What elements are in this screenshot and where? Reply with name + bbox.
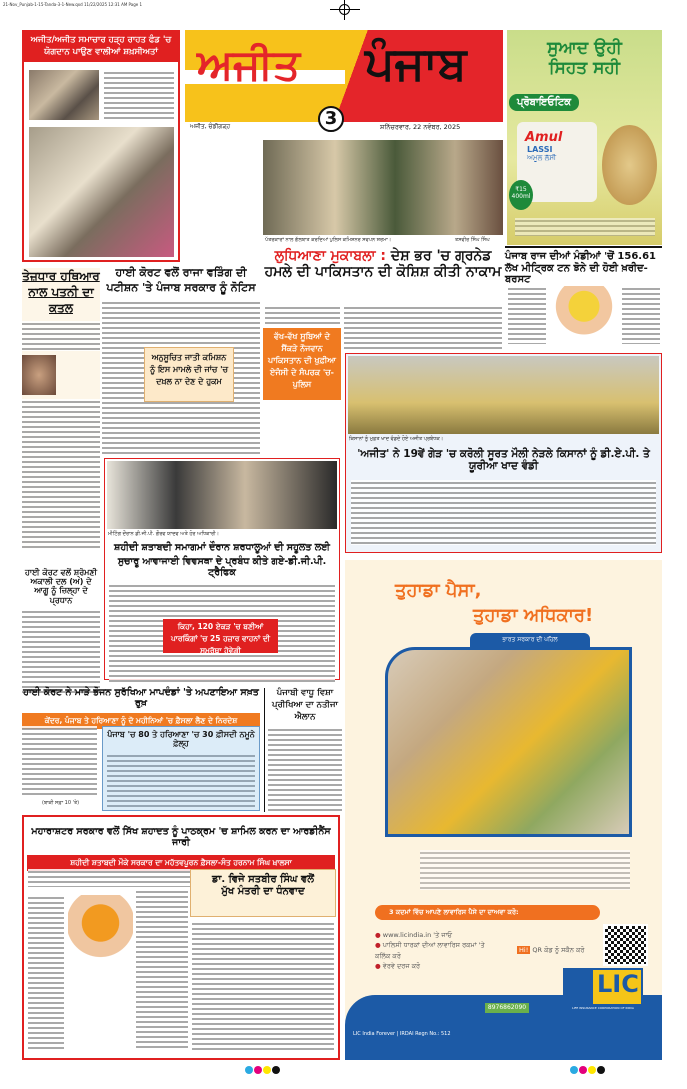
lic-headline-1: ਤੁਹਾਡਾ ਪੈਸਾ, [395,580,482,601]
color-calibration-dots [570,1066,605,1074]
hc-food-subtitle: ਕੇਂਦਰ, ਪੰਜਾਬ ਤੇ ਹਰਿਆਣਾ ਨੂੰ ਦੋ ਮਹੀਨਿਆਂ 'ਚ ਫ਼ੈਸਲਾ ਲੈਣ ਦੇ ਨਿਰਦੇਸ਼ [22,713,260,729]
qr-code-icon[interactable] [603,924,648,966]
amul-product-pa: ਅਮੂਲ ਲੱਸੀ [527,154,557,162]
amul-price: ₹15 [515,186,527,193]
dgp-parking-box: ਕਿਹਾ, 120 ਏਕੜ 'ਚ ਬਣੀਆਂ ਪਾਰਕਿੰਗਾਂ 'ਚ 25 ਹਜ਼ਾਰ ਵਾਹਨਾਂ ਦੀ ਸਮਰੱਥਾ ਹੋਵੇਗੀ [163,619,278,653]
amul-brand: Amul [525,130,563,145]
fruit-graphic [602,125,657,205]
sant-photo [68,895,133,975]
body-text [265,305,340,325]
farmers-story [345,353,662,553]
lic-ad [345,560,662,1060]
relief-fund-box [22,30,180,262]
body-text [192,921,334,1051]
hc-food-story [22,687,260,806]
dgp-photo-caption: ਮੀਟਿੰਗ ਦੌਰਾਨ ਡੀ.ਜੀ.ਪੀ. ਗੌਰਵ ਯਾਦਵ ਅਤੇ ਹੋਰ ਅਧਿਕਾਰੀ। [108,531,220,537]
donor-photo [29,70,99,120]
body-text [28,895,64,1050]
akali-story [22,568,100,694]
ludhiana-highlight-box: ਵੱਖ-ਵੱਖ ਸੂਬਿਆਂ ਦੇ ਸੈਂਕੜੇ ਨੌਜਵਾਨ ਪਾਕਿਸਤਾਨ ਦੀ ਖੁਫ਼ੀਆ ਏਜੰਸੀ ਦੇ ਸੰਪਰਕ 'ਚ-ਪੁਲਿਸ [263,328,341,400]
lic-whatsapp-number: 8976862090 [485,1003,529,1013]
exam-story [264,688,342,812]
hc-warring-title: ਹਾਈ ਕੋਰਟ ਵਲੋਂ ਰਾਜਾ ਵੜਿੰਗ ਦੀ ਪਟੀਸ਼ਨ 'ਤੇ ਪੰਜਾਬ ਸਰਕਾਰ ਨੂੰ ਨੋਟਿਸ [106,266,256,295]
dgp-title-1: ਸ਼ਹੀਦੀ ਸ਼ਤਾਬਦੀ ਸਮਾਗਮਾਂ ਦੌਰਾਨ ਸ਼ਰਧਾਲੂਆਂ ਦੀ ਸਹੂਲਤ ਲਈ [114,542,330,553]
relief-fund-title: ਅਜੀਤ/ਅਜੀਤ ਸਮਾਚਾਰ ਹੜ੍ਹ ਰਾਹਤ ਫੰਡ 'ਚ ਯੋਗਦਾਨ ਪਾਉਣ ਵਾਲੀਆਂ ਸ਼ਖ਼ਸੀਅਤਾਂ [24,32,178,62]
lic-pill: ਭਾਰਤ ਸਰਕਾਰ ਦੀ ਪਹਿਲ [470,633,590,647]
lic-brand: LIC [597,970,639,998]
masthead-city: ਅਜੀਤ, ਚੰਡੀਗੜ੍ਹ [190,123,231,130]
dgp-meeting-photo [107,461,337,529]
hi-icon: Hi! [519,946,529,954]
family-photo [385,647,632,837]
ludhiana-story [263,248,503,280]
ordinance-title: ਮਹਾਰਾਸ਼ਟਰ ਸਰਕਾਰ ਵਲੋਂ ਸਿੱਖ ਸ਼ਹਾਦਤ ਨੂੰ ਪਾਠਕ੍ਰਮ 'ਚ ਸ਼ਾਮਿਲ ਕਰਨ ਦਾ ਆਰਡੀਨੈਂਸ ਜਾਰੀ [31,826,331,848]
color-calibration-dots [245,1066,280,1074]
body-text [344,305,502,350]
masthead-date: ਸ਼ਨਿੱਚਰਵਾਰ, 22 ਨਵੰਬਰ, 2025 [380,123,461,131]
masthead-punjab: ਪੰਜਾਬ [365,36,467,90]
ordinance-subtitle: ਸ਼ਹੀਦੀ ਸ਼ਤਾਬਦੀ ਮੌਕੇ ਸਰਕਾਰ ਦਾ ਮਹੱਤਵਪੂਰਨ ਫ਼ੈਸਲਾ-ਸੰਤ ਹਰਨਾਮ ਸਿੰਘ ਖ਼ਾਲਸਾ [27,855,335,871]
lic-headline-2: ਤੁਹਾਡਾ ਅਧਿਕਾਰ! [473,605,594,626]
lic-step: ● www.licindia.in 'ਤੇ ਜਾਓ [375,931,453,939]
probiotic-badge: ਪ੍ਰੋਬਾਇਓਟਿਕ [509,94,579,111]
ludhiana-kicker: ਲੁਧਿਆਣਾ ਮੁਕਾਬਲਾ : [274,248,387,264]
mandi-title: ਪੰਜਾਬ ਰਾਜ ਦੀਆਂ ਮੰਡੀਆਂ 'ਚੋਂ 156.61 ਲੱਖ ਮੀਟ੍ਰਿਕ ਟਨ ਝੋਨੇ ਦੀ ਹੋਈ ਖ਼ਰੀਦ-ਬਰਸਟ [505,251,657,285]
body-text [104,70,174,120]
exam-title: ਪੰਜਾਬੀ ਵਾਧੂ ਵਿਸ਼ਾ ਪ੍ਰੀਖਿਆ ਦਾ ਨਤੀਜਾ ਐਲਾਨ [272,688,338,722]
hc-food-box [102,726,260,811]
photo-credit: ਤਸਵੀਰ ਸਿੰਘ ਸਿੰਘ [455,237,490,243]
body-text [508,286,546,344]
edition-number: 3 [318,106,344,132]
murder-story [22,268,100,549]
ordinance-story [22,815,340,1060]
amul-tagline-2: ਸਿਹਤ ਸਹੀ [549,58,620,78]
ludhiana-title-2: ਹਮਲੇ ਦੀ ਪਾਕਿਸਤਾਨ ਦੀ ਕੋਸ਼ਿਸ਼ ਕੀਤੀ ਨਾਕਾਮ [264,264,502,281]
body-text [622,286,660,344]
akali-title: ਹਾਈ ਕੋਰਟ ਵਲੋਂ ਸ਼੍ਰੋਮਣੀ ਅਕਾਲੀ ਦਲ (ਅ) ਦੇ ਆਗੂ ਨੂੰ ਜ਼ਿਲ੍ਹਾ ਦੇ ਪ੍ਰਧਾਨ [24,568,98,605]
dgp-story [104,458,340,680]
hc-food-box-title: ਪੰਜਾਬ 'ਚ 80 ਤੇ ਹਰਿਆਣਾ 'ਚ 30 ਫ਼ੀਸਦੀ ਨਮੂਨੇ ਫ਼ੇਲ੍ਹ [107,730,255,749]
lic-step-text: ਵੇਰਵੇ ਦਰਜ ਕਰੋ [382,962,421,971]
amul-tagline-1: ਸੁਆਦ ਉਹੀ [547,38,622,58]
lic-body-text [420,850,630,890]
dgp-title-2: ਸੁਚਾਰੂ ਆਵਾਜਾਈ ਵਿਵਸਥਾ ਦੇ ਪ੍ਰਬੰਧ ਕੀਤੇ ਗਏ-ਡੀ.ਜੀ.ਪੀ. ਟ੍ਰੈਫਿਕ [117,555,327,578]
victim-photo [22,355,56,395]
thanks-title-2: ਮੁੱਖ ਮੰਤਰੀ ਦਾ ਧੰਨਵਾਦ [221,885,305,897]
lic-brand-sub: LIFE INSURANCE CORPORATION OF INDIA [565,1004,641,1013]
lic-qr-prompt [517,946,584,955]
lic-step: ● ਵੇਰਵੇ ਦਰਜ ਕਰੋ [375,962,421,971]
continued-note: (ਬਾਕੀ ਸਫ਼ਾ 10 'ਤੇ) [42,800,80,806]
thanks-box [190,869,336,917]
masthead [185,30,503,122]
masthead-ajit: ਅਜੀਤ [197,40,301,89]
lic-qr-text: QR ਕੋਡ ਨੂੰ ਸਕੈਨ ਕਰੋ [532,946,585,954]
lic-footer-text: LIC India Forever | IRDAI Regn No.: 512 [353,1031,451,1037]
amul-product: LASSI [527,145,553,154]
hc-food-title: ਹਾਈ ਕੋਰਟ ਨੇ ਮਾੜੇ ਭੋਜਨ ਸੁਰੱਖਿਆ ਮਾਪਦੰਡਾਂ 'ਤੇ ਅਪਣਾਇਆ ਸਖ਼ਤ ਰੁਖ਼ [23,687,259,709]
lic-step: ● ਪਾਲਿਸੀ ਧਾਰਕਾਂ ਦੀਆਂ ਲਾਵਾਰਿਸ ਰਕਮਾਂ 'ਤੇ ਕਲਿੱਕ ਕਰੋ [375,941,485,960]
hc-warring-box: ਅਨੁਸੂਚਿਤ ਜਾਤੀ ਕਮਿਸ਼ਨ ਨੂੰ ਇਸ ਮਾਮਲੇ ਦੀ ਜਾਂਚ 'ਚ ਦਖ਼ਲ ਨਾ ਦੇਣ ਦੇ ਹੁਕਮ [144,347,234,402]
lic-step-text: ਪਾਲਿਸੀ ਧਾਰਕਾਂ ਦੀਆਂ ਲਾਵਾਰਿਸ ਰਕਮਾਂ 'ਤੇ ਕਲਿੱਕ ਕਰੋ [375,941,485,960]
police-press-photo [263,140,503,235]
ad-fineprint [515,218,655,236]
lic-steps-title: 3 ਕਦਮਾਂ ਵਿੱਚ ਆਪਣੇ ਲਾਵਾਰਿਸ ਪੈਸੇ ਦਾ ਦਾਅਵਾ ਕਰੋ: [375,905,600,920]
price-badge [509,180,533,210]
body-text [22,726,97,796]
hc-warring-story [102,265,260,455]
mandi-story [505,246,662,286]
thanks-title-1: ਡਾ. ਵਿਜੇ ਸਤਬੀਰ ਸਿੰਘ ਵਲੋਂ [212,874,314,885]
body-text [136,889,188,1049]
amul-volume: 400ml [511,193,531,200]
registration-mark-icon [330,0,360,20]
fertilizer-distribution-photo [348,356,659,434]
farmers-caption: ਕਿਸਾਨਾਂ ਨੂੰ ਮੁਫ਼ਤ ਖਾਦ ਵੰਡਦੇ ਹੋਏ ਅਜੀਤ ਪ੍ਰਬੰਧਕ। [349,436,444,442]
print-info: 21-Nov_Punjab-1-15-Tanda-3-1-New.qxd 11/22/2025 12:31 AM Page 1 [3,2,143,7]
photo-caption: ਪੱਤਰਕਾਰਾਂ ਨਾਲ ਗੱਲਬਾਤ ਕਰਦਿਆਂ ਪੁਲਿਸ ਕਮਿਸ਼ਨਰ ਸਵਪਨ ਸ਼ਰਮਾ। [265,237,392,243]
lic-steps-list [375,930,495,972]
lic-logo [563,968,643,1013]
lic-step-text: www.licindia.in 'ਤੇ ਜਾਓ [382,931,453,939]
ludhiana-title-1: ਦੇਸ਼ ਭਰ 'ਚ ਗ੍ਰਨੇਡ [390,248,492,264]
minister-photo [550,286,618,344]
donors-group-photo [29,127,174,257]
amul-lassi-ad [507,30,662,245]
murder-title: ਤੇਜ਼ਧਾਰ ਹਥਿਆਰ ਨਾਲ ਪਤਨੀ ਦਾ ਕਤਲ [22,269,100,316]
farmers-title: 'ਅਜੀਤ' ਨੇ 19ਵੇਂ ਗੇੜ 'ਚ ਕਰੋਲੀ ਸੂਰਤ ਮੌਲੀ ਨੇੜਲੇ ਕਿਸਾਨਾਂ ਨੂੰ ਡੀ.ਏ.ਪੀ. ਤੇ ਯੂਰੀਆ ਖਾਦ ਵੰਡੀ [357,448,650,473]
